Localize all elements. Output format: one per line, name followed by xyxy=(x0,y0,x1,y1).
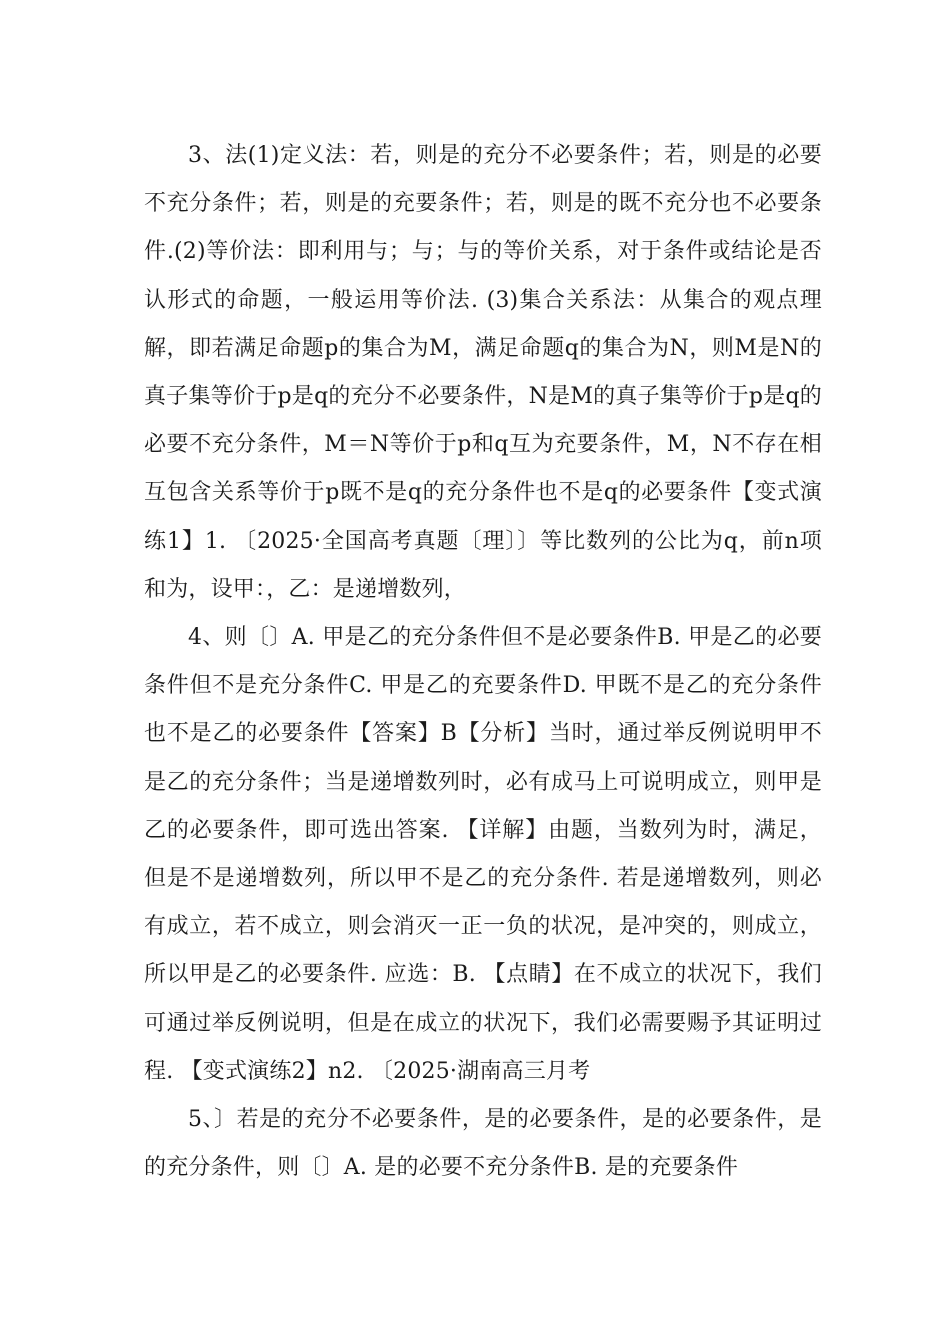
document-body xyxy=(144,132,822,1192)
paragraph-5: 5、〕若是的充分不必要条件，是的必要条件，是的必要条件，是的充分条件，则〔〕A. 是的必要不充分条件B. 是的充要条件 xyxy=(144,1107,822,1181)
paragraph-4: 4、则〔〕A. 甲是乙的充分条件但不是必要条件B. 甲是乙的必要条件但不是充分条件C. 甲是乙的充要条件D. 甲既不是乙的充分条件也不是乙的必要条件【答案】B【分析】当时，通过举反例说明甲不是乙的充分条件；当是递增数列时，必有成马上可说明成立，则甲是乙的必要条件，即可选出答案. 【详解】由题，当数列为时，满足，但是不是递增数列，所以甲不是乙的充分条件. 若是递增数列，则必有成立，若不成立，则会消灭一正一负的状况，是冲突的，则成立，所以甲是乙的必要条件. 应选：B. 【点睛】在不成立的状况下，我们可通过举反例说明，但是在成立的状况下，我们必需要赐予其证明过程. 【变式演练2】n2. 〔2025·湖南高三月考 xyxy=(144,625,822,1084)
paragraph-3: 3、法(1)定义法：若，则是的充分不必要条件；若，则是的必要不充分条件；若，则是的充要条件；若，则是的既不充分也不必要条件.(2)等价法：即利用与；与；与的等价关系，对于条件或结论是否认形式的命题，一般运用等价法. (3)集合关系法：从集合的观点理解，即若满足命题p的集合为M，满足命题q的集合为N，则M是N的真子集等价于p是q的充分不必要条件，N是M的真子集等价于p是q的必要不充分条件，M＝N等价于p和q互为充要条件，M，N不存在相互包含关系等价于p既不是q的充分条件也不是q的必要条件【变式演练1】1. 〔2025·全国高考真题〔理〕〕等比数列的公比为q，前n项和为，设甲：，乙：是递增数列， xyxy=(144,143,822,602)
